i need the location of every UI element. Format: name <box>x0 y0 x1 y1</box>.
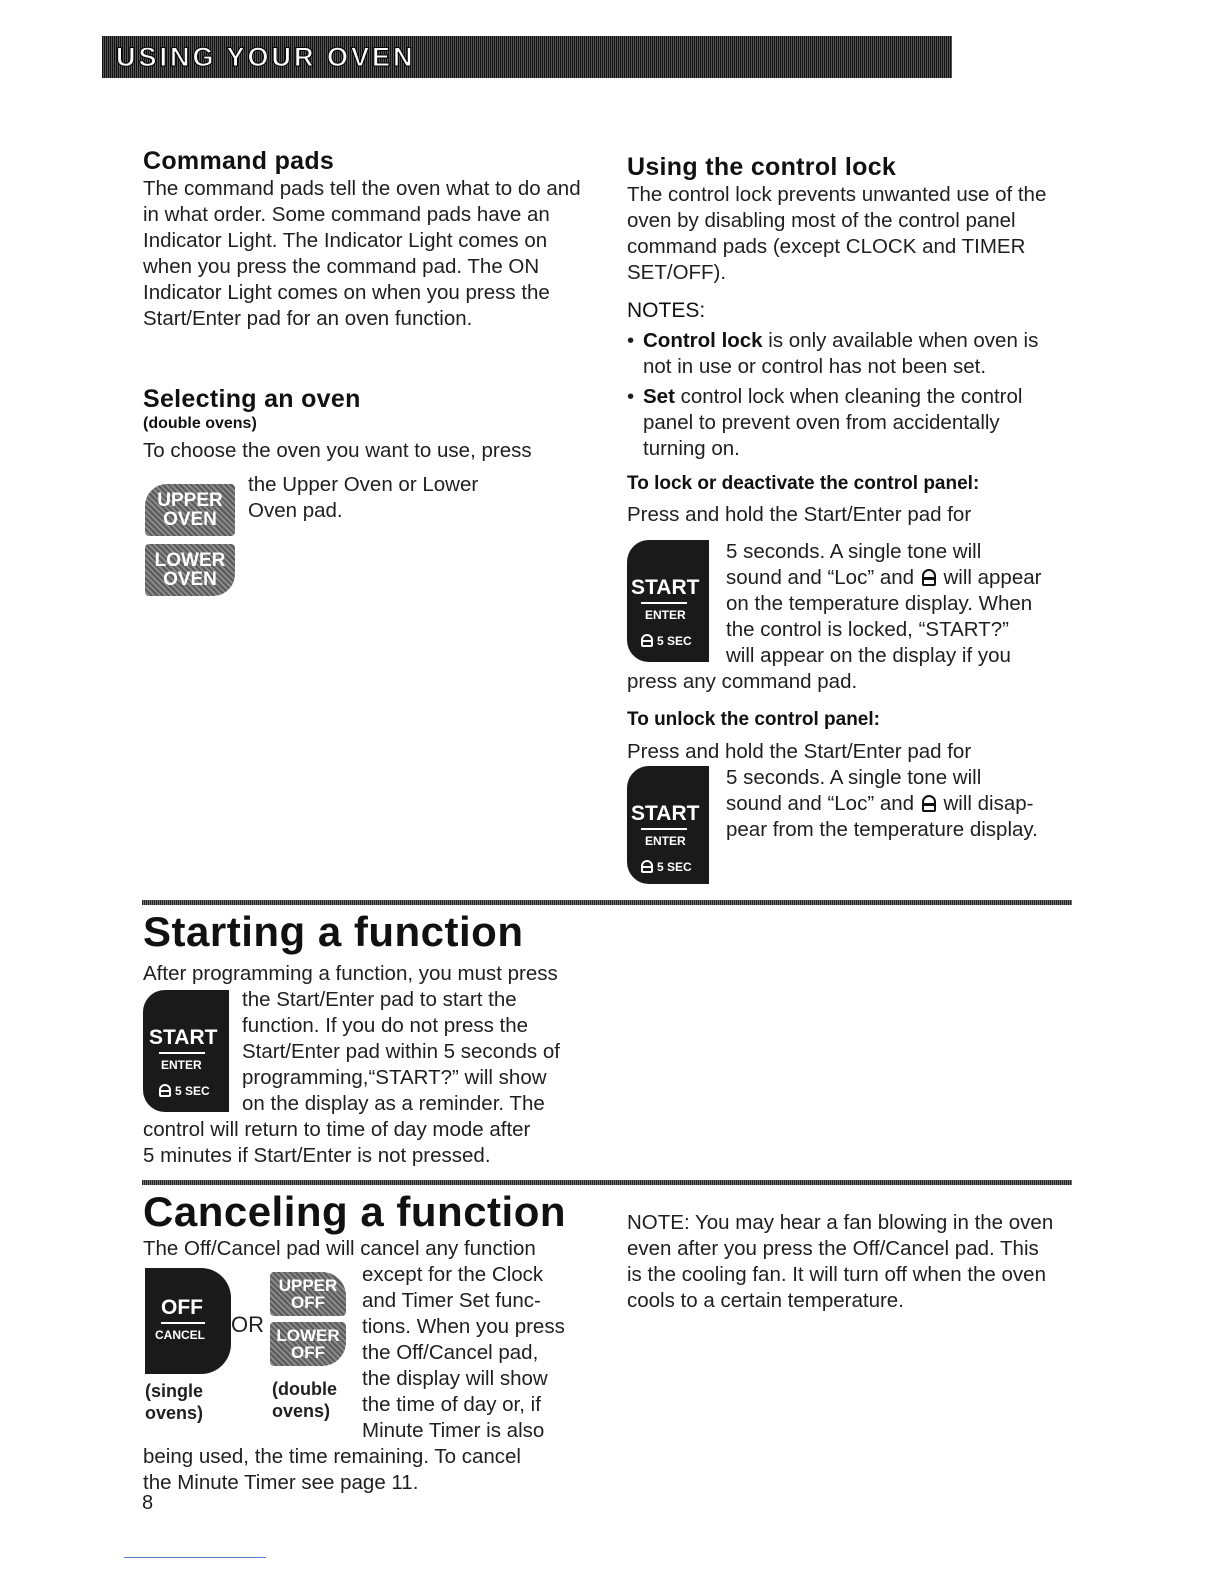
lock-line-5: the control is locked, “START?” <box>726 618 1009 641</box>
selecting-line-3: Oven pad. <box>248 499 343 522</box>
lock-line-3: sound and “Loc” and will appear <box>726 566 1042 589</box>
pad-divider <box>159 1052 205 1054</box>
starting-line-8: 5 minutes if Start/Enter is not pressed. <box>143 1144 491 1167</box>
pad-divider <box>641 828 687 830</box>
start-label: START <box>631 576 700 599</box>
hold-label: 5 SEC <box>159 1084 210 1098</box>
command-pads-body: The command pads tell the oven what to do and in what order. Some command pads have an Indicator Light. The Indicator Light comes on when you press the command pad. The ON Indicator Light comes on when you press the Start/Enter pad for an oven function. <box>143 177 581 330</box>
note-item-1: • Control lock is only available when oven is not in use or control has not been set. <box>627 329 1039 378</box>
lock-line-1: Press and hold the Start/Enter pad for <box>627 503 972 526</box>
enter-label: ENTER <box>645 608 686 622</box>
lower-off-line2: OFF <box>291 1343 325 1362</box>
starting-line-1: After programming a function, you must press <box>143 962 558 985</box>
cancel-label: CANCEL <box>155 1328 205 1342</box>
canceling-line-6: the display will show <box>362 1367 548 1390</box>
section-divider <box>142 1180 1072 1185</box>
section-banner <box>102 36 952 78</box>
control-lock-section <box>627 152 1077 528</box>
or-label: OR <box>231 1312 264 1337</box>
lock-icon <box>641 634 653 647</box>
starting-line-6: on the display as a reminder. The <box>242 1092 545 1115</box>
hold-label: 5 SEC <box>641 860 692 874</box>
control-lock-heading: Using the control lock <box>627 153 897 181</box>
canceling-line-5: the Off/Cancel pad, <box>362 1341 539 1364</box>
canceling-line-9: being used, the time remaining. To cancel <box>143 1445 521 1468</box>
starting-line-7: control will return to time of day mode after <box>143 1118 531 1141</box>
lock-line-4: on the temperature display. When <box>726 592 1033 615</box>
upper-oven-pad[interactable] <box>145 484 235 536</box>
lower-oven-pad-line1: LOWER <box>154 550 226 571</box>
lock-icon <box>641 860 653 873</box>
selecting-oven-section <box>143 384 593 464</box>
lock-line-2: 5 seconds. A single tone will <box>726 540 982 563</box>
unlock-line-4: pear from the temperature display. <box>726 818 1038 841</box>
lock-icon <box>922 795 936 812</box>
single-ovens-caption: (single ovens) <box>145 1381 204 1423</box>
selecting-oven-heading: Selecting an oven <box>143 385 361 413</box>
unlock-line-1: Press and hold the Start/Enter pad for <box>627 740 972 763</box>
footer-line <box>124 1557 266 1558</box>
pad-divider <box>161 1322 205 1324</box>
banner-title: USING YOUR OVEN <box>116 42 416 72</box>
section-divider <box>142 900 1072 905</box>
starting-line-2: the Start/Enter pad to start the <box>242 988 517 1011</box>
lock-heading: To lock or deactivate the control panel: <box>627 473 980 494</box>
selecting-line-1: To choose the oven you want to use, press <box>143 439 532 462</box>
off-label: OFF <box>161 1296 203 1319</box>
note-1-bold: Control lock <box>643 329 763 352</box>
upper-off-line1: UPPER <box>278 1276 338 1295</box>
note-2-text: control lock when cleaning the control panel to prevent oven from accidentally turning on. <box>643 385 1023 460</box>
selecting-oven-subheading: (double ovens) <box>143 415 257 432</box>
control-lock-body: The control lock prevents unwanted use of the oven by disabling most of the control panel command pads (except CLOCK and TIMER SET/OFF). <box>627 183 1047 284</box>
canceling-line-4: tions. When you press <box>362 1315 565 1338</box>
enter-label: ENTER <box>645 834 686 848</box>
pad-divider <box>641 602 687 604</box>
start-label: START <box>631 802 700 825</box>
canceling-note <box>627 1210 1057 1314</box>
upper-oven-pad-line1: UPPER <box>157 490 223 511</box>
note-1-text: is only available when oven is not in use or control has not been set. <box>643 329 1039 378</box>
note-body: You may hear a fan blowing in the oven even after you press the Off/Cancel pad. This is the cooling fan. It will turn off when the oven cools to a certain temperature. <box>627 1211 1054 1312</box>
canceling-line-3: and Timer Set func- <box>362 1289 541 1312</box>
starting-line-4: Start/Enter pad within 5 seconds of <box>242 1040 560 1063</box>
canceling-heading: Canceling a function <box>143 1188 567 1235</box>
unlock-line-2: 5 seconds. A single tone will <box>726 766 982 789</box>
canceling-line-7: the time of day or, if <box>362 1393 541 1416</box>
note-item-2: • Set control lock when cleaning the control panel to prevent oven from accidentally turning on. <box>627 385 1023 460</box>
command-pads-section <box>143 146 593 332</box>
hold-label: 5 SEC <box>641 634 692 648</box>
lock-line-6: will appear on the display if you <box>726 644 1011 667</box>
lower-oven-pad[interactable] <box>145 544 235 596</box>
note-2-bold: Set <box>643 385 675 408</box>
starting-heading: Starting a function <box>143 908 524 955</box>
starting-line-5: programming,“START?” will show <box>242 1066 547 1089</box>
page-number: 8 <box>142 1492 154 1514</box>
command-pads-heading: Command pads <box>143 147 335 175</box>
lock-icon <box>922 569 936 586</box>
off-cancel-pad[interactable] <box>145 1268 231 1374</box>
selecting-line-2: the Upper Oven or Lower <box>248 473 479 496</box>
enter-label: ENTER <box>161 1058 202 1072</box>
upper-off-pad[interactable] <box>270 1272 346 1316</box>
lower-off-pad[interactable] <box>270 1322 346 1366</box>
start-label: START <box>149 1026 218 1049</box>
unlock-heading: To unlock the control panel: <box>627 709 880 730</box>
unlock-line-3: sound and “Loc” and will disap- <box>726 792 1034 815</box>
note-label: NOTE: <box>627 1211 690 1234</box>
canceling-line-1: The Off/Cancel pad will cancel any function <box>143 1237 536 1260</box>
lower-oven-pad-line2: OVEN <box>163 569 217 590</box>
starting-line-3: function. If you do not press the <box>242 1014 529 1037</box>
lock-icon <box>159 1084 171 1097</box>
start-enter-pad[interactable] <box>143 990 229 1112</box>
lower-off-line1: LOWER <box>276 1326 340 1345</box>
start-enter-pad-unlock[interactable] <box>627 766 709 884</box>
double-ovens-caption: (double ovens) <box>272 1379 337 1421</box>
start-enter-pad-lock[interactable] <box>627 540 709 662</box>
canceling-line-8: Minute Timer is also <box>362 1419 545 1442</box>
canceling-line-2: except for the Clock <box>362 1263 544 1286</box>
upper-off-line2: OFF <box>291 1293 325 1312</box>
canceling-line-10: the Minute Timer see page 11. <box>143 1471 419 1494</box>
upper-oven-pad-line2: OVEN <box>163 509 217 530</box>
lock-line-7: press any command pad. <box>627 670 858 693</box>
notes-label: NOTES: <box>627 299 706 322</box>
